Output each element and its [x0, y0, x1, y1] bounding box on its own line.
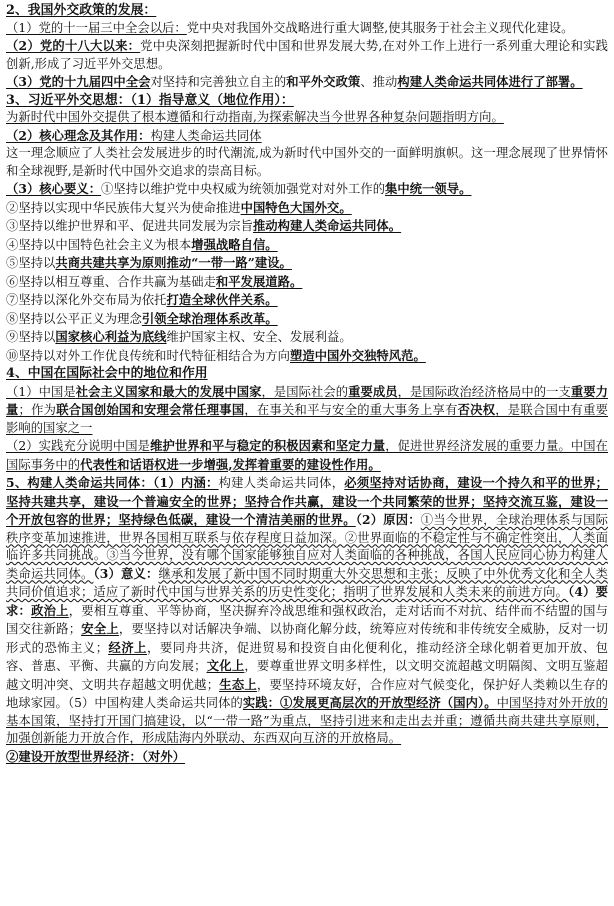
- s3-item-9-a: 坚持以: [18, 330, 56, 344]
- s3-item-10-b: 塑造中国外交独特风范。: [290, 347, 426, 363]
- s3-item-10: [6, 347, 608, 366]
- s3-p2-label-b: 构建人类命运共同体: [150, 128, 262, 143]
- section-4-para-1: [6, 383, 608, 438]
- s3-item-3-a: 坚持以维护世界和平、促进共同发展为宗旨: [18, 219, 253, 233]
- s5-t14: 文化上: [206, 658, 245, 673]
- s2-p3-c: 、推动: [360, 75, 398, 89]
- s3-item-5-mark: ⑤: [6, 256, 19, 270]
- section-4-para-2: [6, 437, 608, 474]
- s4-p2-b: 维护世界和平与稳定的积极因素和坚定力量: [150, 438, 386, 453]
- s3-item-5-a: 坚持以: [18, 256, 56, 270]
- s3-item-3-b: 推动构建人类命运共同体。: [252, 218, 402, 233]
- s4-p1-i: ，在事关和平与安全的重大事务上享有: [244, 403, 458, 417]
- s3-item-6-mark: ⑥: [6, 274, 19, 289]
- s3-item-2-mark: ②: [6, 200, 19, 215]
- s3-item-9-c: 维护国家主权、安全、发展利益。: [166, 330, 352, 344]
- s3-item-1: [6, 180, 608, 199]
- s3-item-9: [6, 328, 608, 347]
- s3-item-1-b: 集中统一领导。: [385, 181, 472, 196]
- section-2-heading: 2、我国外交政策的发展：: [6, 3, 157, 18]
- s5-t3: （2）原因：: [355, 512, 421, 527]
- s3-item-6-a: 坚持以相互尊重、合作共赢为基础走: [18, 274, 216, 289]
- s3-item-4-mark: ④: [6, 237, 19, 252]
- s3-item-2-a: 坚持以实现中华民族伟大复兴为使命推进: [18, 200, 241, 215]
- s4-p1-a: （1）中国是: [6, 384, 76, 399]
- s3-item-7-b: 打造全球伙伴关系。: [166, 292, 278, 307]
- s3-item-2: [6, 199, 608, 218]
- s4-p1-c: ，是国际社会的: [261, 384, 349, 399]
- s3-item-3-mark: ③: [6, 219, 19, 233]
- s2-p1-text: 党中央对我国外交战略进行重大调整,使其服务于社会主义现代化建设。: [186, 20, 574, 35]
- s4-p1-f: 重要力量: [6, 383, 608, 417]
- s5-t2: 必须坚持对话协商，建设一个持久和平的世界；坚持共建共享，建设一个普遍安全的世界；坚持合作共赢，建设一个共同繁荣的世界；坚持交流互鉴，建设一个开放包容的世界；坚持绿色低碳，建设一个清洁美丽的世界。: [6, 475, 608, 527]
- section-2-para-1: [6, 20, 608, 38]
- s5-t8: 政治上: [31, 602, 69, 618]
- s5-t6: 继承和发展了新中国不同时期重大外交思想和主张；反映了中外优秀文化和全人类共同价值追求；适应了新时代中国与世界关系的历史性变化；指明了世界发展和人类未来的前进方向。: [6, 566, 608, 599]
- s3-item-5: [6, 254, 608, 273]
- s5-t19: ①发展更高层次的开放型经济（国内）。: [280, 695, 497, 710]
- section-5-body: [6, 474, 608, 748]
- s3-item-9-mark: ⑨: [6, 330, 19, 344]
- s4-p1-b: 社会主义国家和最大的发展中国家: [75, 383, 262, 399]
- s3-item-8-mark: ⑧: [6, 311, 19, 326]
- s2-p3-a: 对坚持和完善独立自主的: [150, 75, 287, 89]
- section-2-para-2: [6, 37, 608, 73]
- s3-item-2-b: 中国特色大国外交。: [240, 199, 352, 215]
- s5-t5: （3）意义：: [93, 565, 159, 581]
- s3-item-4: [6, 236, 608, 255]
- s5-t15: ，要尊重世界文明多样性，以文明交流超越文明隔阂、文明互鉴超越文明冲突、文明共存超越文明优越；: [6, 659, 608, 692]
- s5-t1: 构建人类命运共同体，: [218, 476, 345, 490]
- s4-p2-c: ，促进世界经济发展的重要力量。中国在国际事务中的: [6, 439, 608, 472]
- s4-p1-d: 重要成员: [348, 383, 398, 399]
- s4-p1-j: 否决权: [457, 402, 496, 417]
- section-4-heading: 4、中国在国际社会中的地位和作用: [6, 366, 208, 381]
- s5-t16: 生态上: [219, 676, 257, 692]
- s3-item-10-mark: ⑩: [6, 348, 19, 363]
- s3-item-3: [6, 217, 608, 236]
- s5-t7: （4）要求：: [6, 584, 608, 618]
- section-2-para-3: [6, 73, 608, 92]
- s3-p3-label: （3）核心要义：: [6, 181, 102, 196]
- section-3-para-2-label: [6, 127, 608, 146]
- s4-p1-k: ，是联合国中有重要影响的国家之一: [6, 403, 608, 435]
- s3-item-6: [6, 273, 608, 292]
- s4-p2-d: 代表性和话语权进一步增强,发挥着重要的建设性作用。: [80, 456, 381, 472]
- s5-t9: ，要相互尊重、平等协商，坚决摒弃冷战思维和强权政治，走对话而不对抗、结伴而不结盟的国与国交往新路；: [6, 603, 608, 636]
- s3-item-7-mark: ⑦: [6, 293, 19, 307]
- s3-item-6-b: 和平发展道路。: [215, 273, 303, 289]
- s5-t12: 经济上: [108, 639, 148, 655]
- section-3-para-2-text: 这一理念顺应了人类社会发展进步的时代潮流,成为新时代中国外交的一面鲜明旗帜。这一理念展现了世界情怀和全球视野,是新时代中国外交追求的崇高目标。: [6, 146, 608, 178]
- s2-p1-label: （1）党的十一届三中全会以后：: [6, 20, 187, 35]
- s5-t11: ，要坚持以对话解决争端、以协商化解分歧，统筹应对传统和非传统安全威胁，反对一切形式的恐怖主义；: [6, 622, 608, 655]
- s2-p2-text: 党中央深刻把握新时代中国和世界发展大势,在对外工作上进行一系列重大理论和实践创新,形成了习近平外交思想。: [6, 39, 609, 71]
- s5-t21: ②建设开放型世界经济：（对外）: [6, 748, 186, 764]
- s2-p3-d: 构建人类命运共同体进行了部署。: [397, 74, 583, 89]
- s3-item-4-b: 增强战略自信。: [191, 236, 278, 252]
- s5-t10: 安全上: [81, 621, 119, 636]
- s5-t17: ，要坚持环境友好，合作应对气候变化，保护好人类赖以生存的地球家园。（5）中国构建人类命运共同体的: [6, 677, 608, 710]
- s3-item-8: [6, 310, 608, 329]
- s5-t20: 中国坚持对外开放的基本国策，坚持打开国门搞建设，以“一带一路”为重点，坚持引进来和走出去并重；遵循共商共建共享原则，加强创新能力开放合作，形成陆海内外联动、东西双向互济的开放格局。: [6, 696, 608, 745]
- s4-p1-h: 联合国创始国和安理会常任理事国: [56, 402, 245, 417]
- s5-t4: ①当今世界，全球治理体系与国际秩序变革加速推进，世界各国相互联系与依存程度日益加深。②世界面临的不稳定性与不确定性突出，人类面临许多共同挑战。③当今世界，没有哪个国家能够独自应对人类面临的各种挑战，各国人民应同心协力构建人类命运共同体。: [6, 513, 608, 581]
- s3-item-10-a: 坚持以对外工作优良传统和时代特征相结合为方向: [18, 348, 290, 363]
- s3-item-5-b: 共商共建共享为原则推动“一带一路”建设。: [55, 255, 292, 270]
- s3-item-7-a: 坚持以深化外交布局为依托: [18, 293, 167, 307]
- s3-item-4-a: 坚持以中国特色社会主义为根本: [18, 237, 192, 252]
- s5-t18: 实践：: [242, 695, 281, 710]
- s3-item-7: [6, 291, 608, 310]
- section-3-heading: 3、习近平外交思想：（1）指导意义（地位作用）：: [6, 92, 294, 108]
- section-3-para-1: 为新时代中国外交提供了根本遵循和行动指南,为探索解决当今世界各种复杂问题指明方向。: [6, 110, 504, 124]
- s2-p2-label: （2）党的十八大以来：: [6, 38, 141, 53]
- s3-item-1-mark: ①: [101, 182, 114, 196]
- s3-item-1-a: 坚持以维护党中央权威为统领加强党对对外工作的: [113, 182, 386, 196]
- s3-p2-label: （2）核心理念及其作用：: [6, 127, 151, 143]
- s4-p1-g: ；作为: [18, 403, 57, 417]
- s5-t13: ，要同舟共济，促进贸易和投资自由化便利化，推动经济全球化朝着更加开放、包容、普惠、平衡、共赢的方向发展；: [6, 640, 608, 673]
- s4-p1-e: ，是国际政治经济格局中的一支: [397, 384, 571, 399]
- s2-p3-b: 和平外交政策: [286, 74, 361, 89]
- s3-item-9-b: 国家核心利益为底线: [55, 329, 167, 344]
- s4-p2-a: （2）实践充分说明中国是: [6, 439, 151, 453]
- section-5-heading: 5、构建人类命运共同体：（1）内涵：: [6, 475, 219, 490]
- s2-p3-label: （3）党的十九届四中全会: [6, 74, 151, 89]
- s3-item-8-a: 坚持以公平正义为理念: [18, 311, 142, 326]
- s3-item-8-b: 引领全球治理体系改革。: [141, 310, 278, 326]
